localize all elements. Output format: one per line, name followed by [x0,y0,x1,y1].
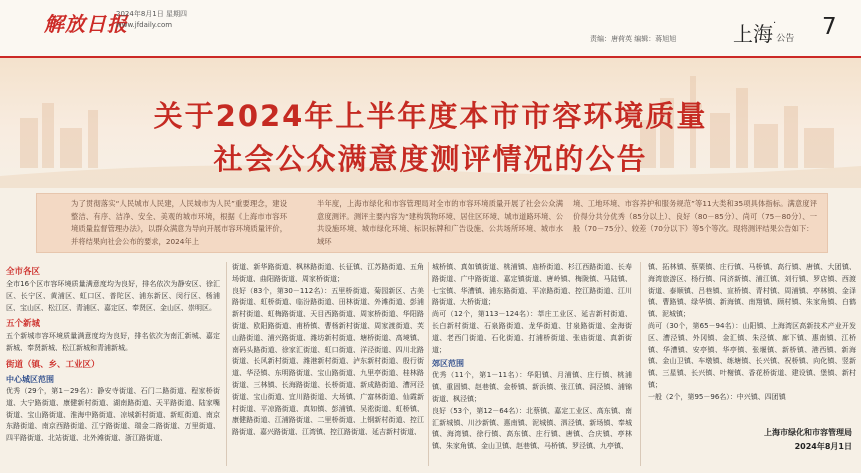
central-good-continued: 城桥镇、真如镇街道、桃浦镇、庙桥街道、杉江西路街道、长寿路街道、广中路街道、嘉定镇街道、唐岭镇、梅陇镇、马陆镇、七宝镇、华漕镇、浦东路街道、平凉路街道、控江路街道、江川路街道、大桥街道； [432,263,632,307]
intro-column-1: 为了贯彻落实“人民城市人民建，人民城市为人民”重要理念，建设整洁、有序、洁净、安全、美观的城市环境，根据《上海市市容环境质量监督管理办法》，以群众满意为导向开展市容环境质量评价，并将结果向社会公布的要求，2024年上 [71,199,287,246]
issue-meta [116,9,187,31]
heading-suburban-area: 郊区范围 [432,359,464,369]
intro-box [36,193,828,253]
body-column-2 [232,262,424,470]
heading-streets: 街道（镇、乡、工业区） [6,359,100,370]
intro-column-2: 半年度，上海市绿化和市容管理局对全市的市容环境质量开展了社会公众满意度测评。测评主要内容为“建构筑物环境、居住区环境、城市道路环境、公共设施环境、城市绿化环境、标识标牌和广告设施、公共场所环境、城市水域环 [317,199,563,246]
signoff [648,426,852,454]
citywide-results: 全市16个区市容环境质量满意度均为良好，排名依次为静安区、徐汇区、长宁区、黄浦区、虹口区、普陀区、浦东新区、闵行区、杨浦区、宝山区、松江区、青浦区、嘉定区、奉贤区、金山区、崇明区。 [6,280,220,312]
issue-date: 2024年8月1日 星期四 [116,10,187,18]
headline-line-1: 关于2024年上半年度本市市容环境质量 [153,99,708,133]
suburban-excellent-results: 优秀（11个，第1－11名）：华阳镇、月浦镇、庄行镇、桃浦镇、重固镇、赵巷镇、金桥镇、新浜镇、张江镇、洞泾镇、浦锦街道、枫泾镇； [432,371,632,403]
central-fair-results: 尚可（12个，第113－124名）：莘庄工业区、延吉新村街道、长白新村街道、石泉路街道、龙华街道、甘泉路街道、金海街道、老西门街道、石化街道、打浦桥街道、张庙街道、真新街道； [432,310,632,354]
column-divider [640,262,641,466]
newspaper-logo: 解放日报 [44,12,128,36]
column-divider [226,262,227,466]
suburban-good-continued: 镇、拓林镇、蔡栗镇、庄行镇、马桥镇、高行镇、唐镇、大团镇、海湾旅游区、杨行镇、同济新镇、浦江镇、刘行镇、罗店镇、西渡街道、泰顺镇、吕巷镇、宣桥镇、青村镇、周浦镇、亭林镇、金泽镇、曹路镇、绿华镇、新海镇、南翔镇、顾村镇、朱家角镇、白鹤镇、泥城镇； [648,263,856,319]
central-excellent-continued: 街道、新华路街道、枫林路街道、长征镇、江苏路街道、五角场街道、曲阳路街道、周家桥街道； [232,263,424,283]
site-url[interactable]: www.jfdaily.com [116,21,173,29]
new-cities-results: 五个新城市容环境质量满意度均为良好，排名依次为南汇新城、嘉定新城、奉贤新城、松江新城和青浦新城。 [6,332,220,353]
editor-credits: 责编：唐荷英 编辑：蒋旭旭 [590,35,677,43]
heading-central-area: 中心城区范围 [6,374,54,384]
heading-citywide: 全市各区 [6,267,41,277]
section-header [733,18,794,47]
section-title: 上海 [733,22,773,46]
column-divider [428,262,429,466]
central-excellent-results: 优秀（29个，第1－29名）：静安寺街道、石门二路街道、程家桥街道、大宁路街道、康健新村街道、湖南路街道、天平路街道、陆家嘴街道、宝山路街道、淮海中路街道、凉城新村街道、新虹街道、南京东路街道、南京西路街道、江宁路街道、瑞金二路街道、万里街道、四平路街道、北站街道、北外滩街道、浙江路街道、 [6,386,220,443]
section-subtitle: 公告 [776,34,795,44]
body-column-3 [432,262,632,470]
page-number: 7 [822,14,837,40]
issue-date-signoff: 2024年8月1日 [794,442,852,451]
suburban-average-results: 一般（2个，第95－96名）：中兴镇、四团镇 [648,392,786,401]
body-column-1 [6,262,220,470]
section-dot: · [773,18,777,29]
masthead [0,0,861,58]
intro-column-3: 境、工地环境、市容养护和服务规范”等11大类和35项具体指标。满意度评价得分共分优秀（85分以上）、良好（80－85分）、尚可（75－80分）、一般（70－75分）、较差（70分以下）等5个等次。现将测评结果公告如下： [573,199,817,234]
headline-line-2: 社会公众满意度测评情况的公告 [213,142,648,176]
suburban-good-results: 良好（53个，第12－64名）：北蔡镇、嘉定工业区、高东镇、南汇新城镇、川沙新镇、惠南镇、泥城镇、泗泾镇、新场镇、奉城镇、海湾镇、徐行镇、高东镇、庄行镇、唐镇、合庆镇、亭林镇、朱家角镇、金山卫镇、赵巷镇、马桥镇、罗泾镇、九亭镇、 [432,406,632,451]
central-good-results: 良好（83个，第30－112名）：五里桥街道、菊园新区、古美路街道、虹桥街道、临汾路街道、田林街道、外滩街道、彭浦新村街道、虹梅路街道、天目西路街道、周家桥街道、华阳路街道、欧阳路街道、甫桥镇、曹杨新村街道、周家渡街道、芙山路街道、浦兴路街道、潍坊新村街道、塘桥街道、高境镇、南码头路街道、徐家汇街道、虹口街道、洋泾街道、四川北路街道、长风新村街道、潍港新村街道、泸东新村街道、殷行街道、华泾镇、东明路街道、宝山路街道、九里亭街道、桂林路街道、三林镇、长海路街道、长桥街道、新成路街道、漕河泾街道、宝山街道、宜川路街道、大场镇、广富林街道、仙霞新村街道、平凉路街道、真如镇、彭浦镇、吴淞街道、虹桥镇、康健路街道、江浦路街道、二里桥街道、上钢新村街道、控江路街道、嘉兴路街道、江湾镇、控江路街道、延吉新村街道、 [232,286,424,437]
issuing-organization: 上海市绿化和市容管理局 [764,428,852,437]
suburban-fair-results: 尚可（30个，第65－94名）：山阳镇、上海湾区高新技术产业开发区、漕泾镇、外冈镇、金汇镇、朱泾镇、廊下镇、惠南镇、江桥镇、华漕镇、安亭镇、华亭镇、张堰镇、新桥镇、港西镇、新海镇、金山卫镇、车墩镇、练塘镇、长兴镇、祝桥镇、向化镇、竖新镇、三星镇、长兴镇、叶榭镇、香花桥街道、建设镇、堡镇、新村镇； [648,321,856,389]
heading-new-cities: 五个新城 [6,319,41,330]
